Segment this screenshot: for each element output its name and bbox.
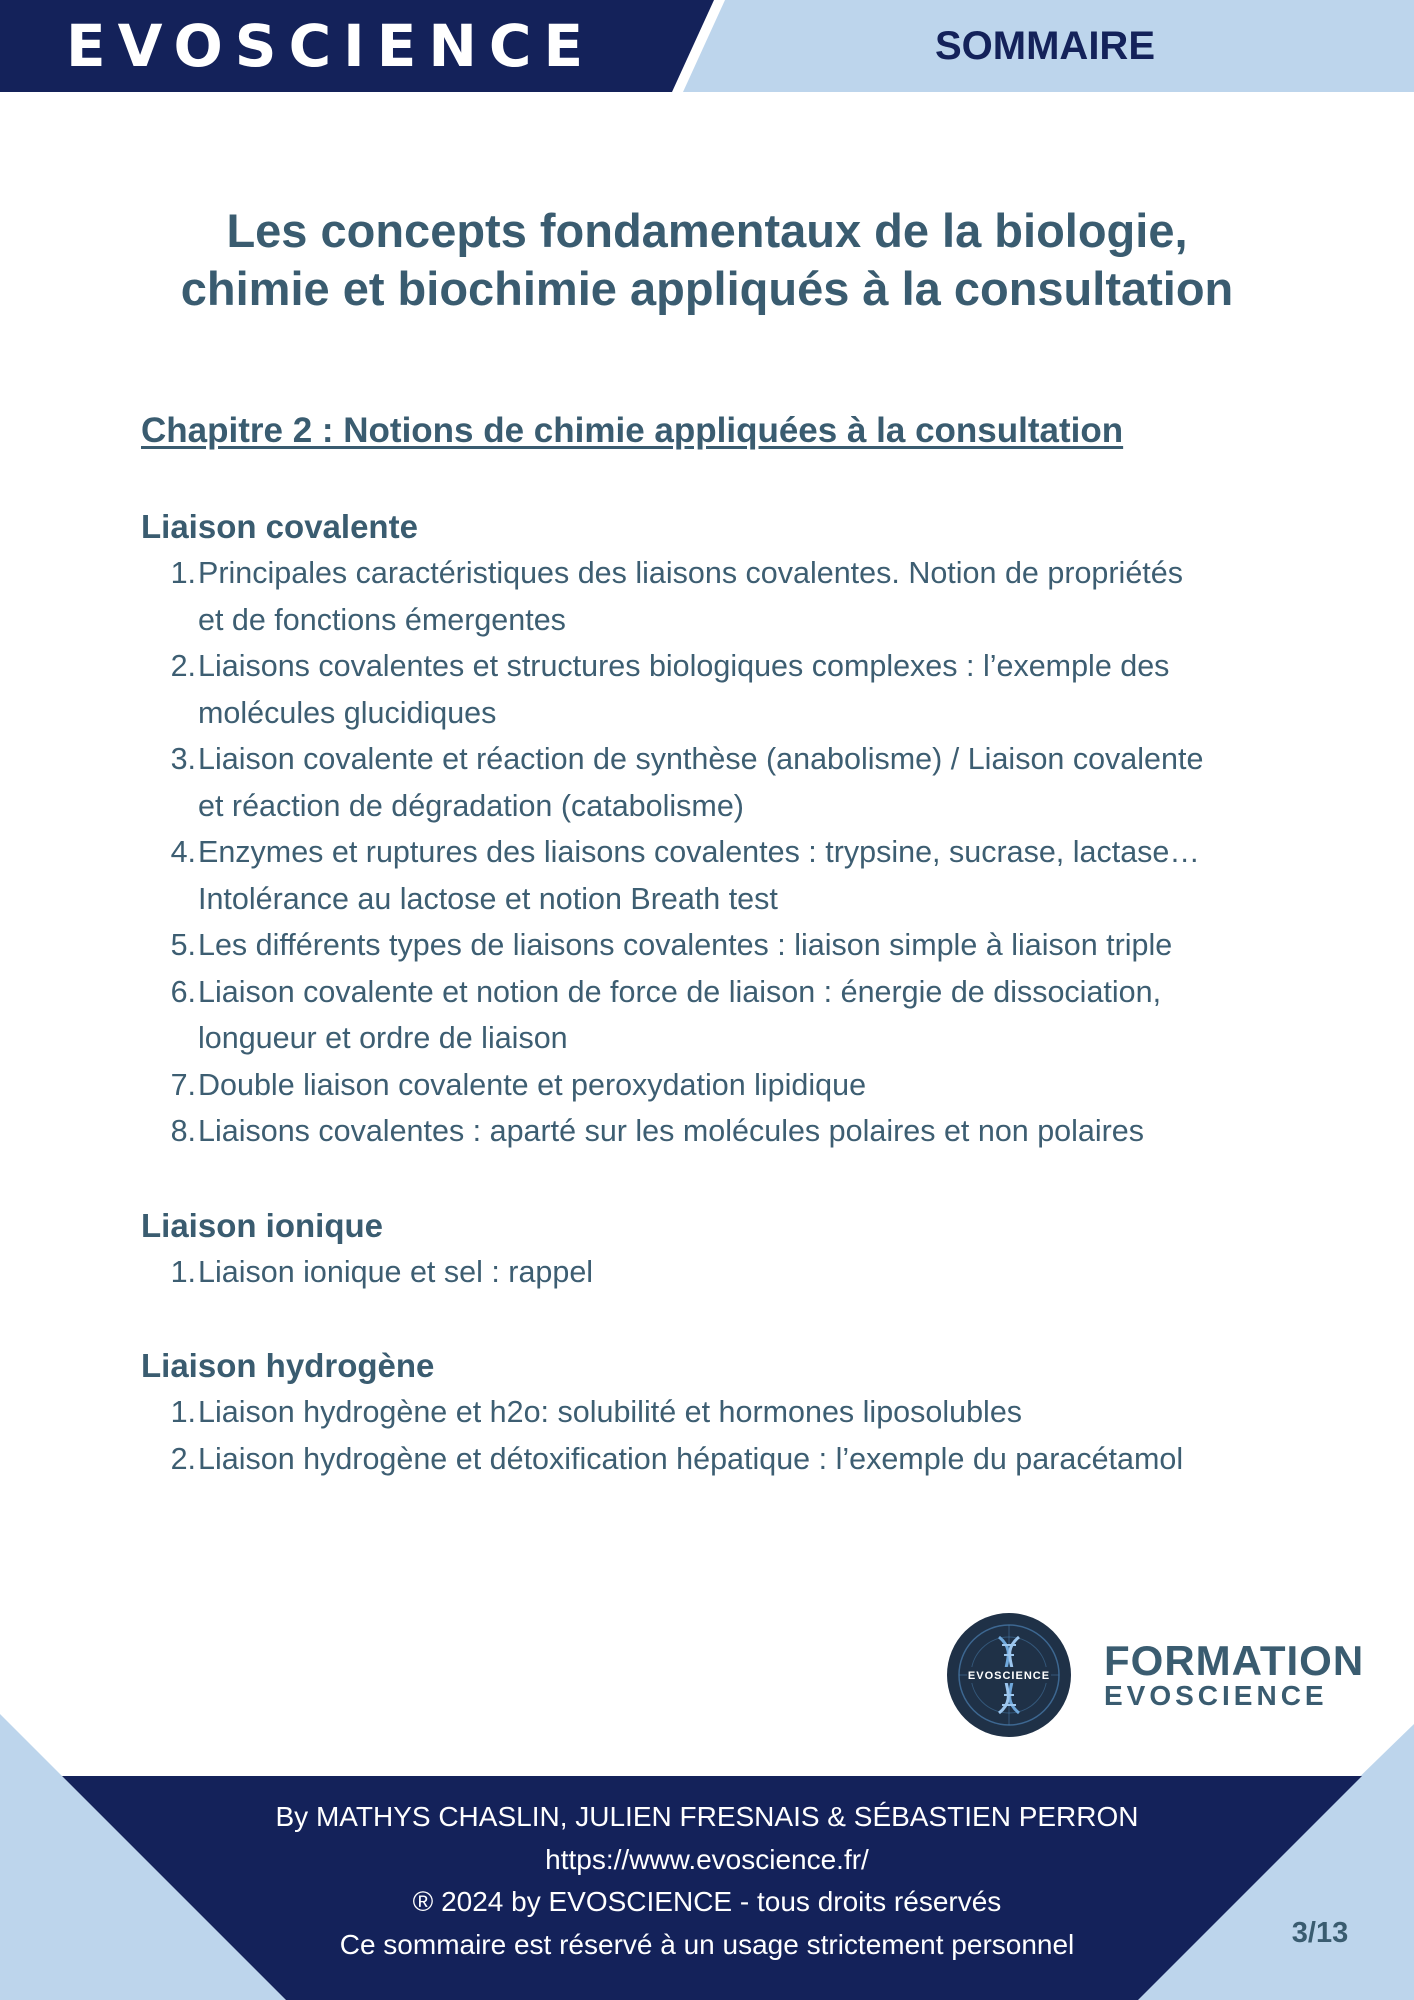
list-item bbox=[141, 1389, 1291, 1436]
item-number: 4. bbox=[170, 835, 196, 869]
item-line: Liaisons covalentes : aparté sur les molécules polaires et non polaires bbox=[198, 1114, 1145, 1148]
item-line: Double liaison covalente et peroxydation lipidique bbox=[198, 1067, 867, 1102]
section-heading: Liaison covalente bbox=[141, 508, 418, 545]
item-number: 2. bbox=[170, 649, 196, 683]
header-bar bbox=[0, 0, 1414, 92]
item-line: Liaisons covalentes et structures biologiques complexes : l’exemple des bbox=[198, 649, 1170, 683]
section-list bbox=[141, 550, 1291, 1155]
list-item bbox=[141, 829, 1291, 922]
item-number: 3. bbox=[170, 742, 196, 776]
document-title bbox=[60, 202, 1354, 318]
chapter-heading: Chapitre 2 : Notions de chimie appliquées à la consultation bbox=[141, 411, 1124, 450]
footer-copyright: ® 2024 by EVOSCIENCE - tous droits réservés bbox=[412, 1886, 1002, 1917]
item-line: molécules glucidiques bbox=[198, 695, 497, 730]
item-number: 5. bbox=[170, 928, 196, 962]
section-heading: Liaison ionique bbox=[141, 1206, 384, 1244]
brand-name: EVOSCIENCE bbox=[66, 12, 596, 80]
section-heading: Liaison hydrogène bbox=[141, 1347, 435, 1384]
item-line: et de fonctions émergentes bbox=[198, 602, 566, 637]
item-number: 1. bbox=[170, 1254, 196, 1289]
item-line: longueur et ordre de liaison bbox=[198, 1021, 568, 1055]
section-label: SOMMAIRE bbox=[935, 24, 1155, 68]
footer-credits bbox=[200, 1796, 1214, 1966]
item-line: Les différents types de liaisons covalentes : liaison simple à liaison triple bbox=[198, 928, 1173, 962]
item-number: 6. bbox=[170, 974, 196, 1009]
list-item bbox=[141, 643, 1291, 736]
item-number: 8. bbox=[170, 1114, 196, 1148]
list-item bbox=[141, 550, 1291, 643]
logo-title: FORMATION bbox=[1104, 1637, 1365, 1684]
section-list bbox=[141, 1389, 1291, 1482]
item-line: Liaison covalente et réaction de synthèse (anabolisme) / Liaison covalente bbox=[198, 742, 1204, 776]
footer-url[interactable]: https://www.evoscience.fr/ bbox=[545, 1843, 869, 1875]
title-line: chimie et biochimie appliqués à la consultation bbox=[180, 262, 1234, 315]
item-line: Enzymes et ruptures des liaisons covalentes : trypsine, sucrase, lactase… bbox=[198, 835, 1200, 869]
list-item bbox=[141, 1249, 1291, 1296]
footer-notice: Ce sommaire est réservé à un usage strictement personnel bbox=[339, 1928, 1075, 1960]
item-number: 1. bbox=[170, 1395, 196, 1429]
item-number: 7. bbox=[170, 1067, 196, 1102]
title-line: Les concepts fondamentaux de la biologie, bbox=[226, 204, 1188, 257]
list-item bbox=[141, 1436, 1291, 1483]
list-item bbox=[141, 736, 1291, 829]
item-line: Liaison hydrogène et détoxification hépatique : l’exemple du paracétamol bbox=[198, 1441, 1184, 1476]
item-line: Intolérance au lactose et notion Breath test bbox=[198, 881, 778, 916]
table-of-contents bbox=[141, 408, 1291, 1530]
list-item bbox=[141, 969, 1291, 1062]
list-item bbox=[141, 922, 1291, 969]
section-list bbox=[141, 1249, 1291, 1296]
item-line: Principales caractéristiques des liaisons covalentes. Notion de propriétés bbox=[198, 556, 1183, 590]
list-item bbox=[141, 1062, 1291, 1109]
footer-authors: By MATHYS CHASLIN, JULIEN FRESNAIS & SÉBASTIEN PERRON bbox=[275, 1801, 1139, 1832]
list-item bbox=[141, 1108, 1291, 1155]
logo-subtitle: EVOSCIENCE bbox=[1104, 1680, 1328, 1711]
item-number: 2. bbox=[170, 1441, 196, 1476]
page-number: 3/13 bbox=[1291, 1917, 1349, 1949]
item-line: Liaison ionique et sel : rappel bbox=[198, 1254, 594, 1289]
item-number: 1. bbox=[170, 556, 196, 590]
logo-circle-text: EVOSCIENCE bbox=[967, 1670, 1051, 1682]
item-line: et réaction de dégradation (catabolisme) bbox=[198, 788, 744, 823]
item-line: Liaison hydrogène et h2o: solubilité et hormones liposolubles bbox=[198, 1395, 1023, 1429]
item-line: Liaison covalente et notion de force de liaison : énergie de dissociation, bbox=[198, 974, 1162, 1009]
